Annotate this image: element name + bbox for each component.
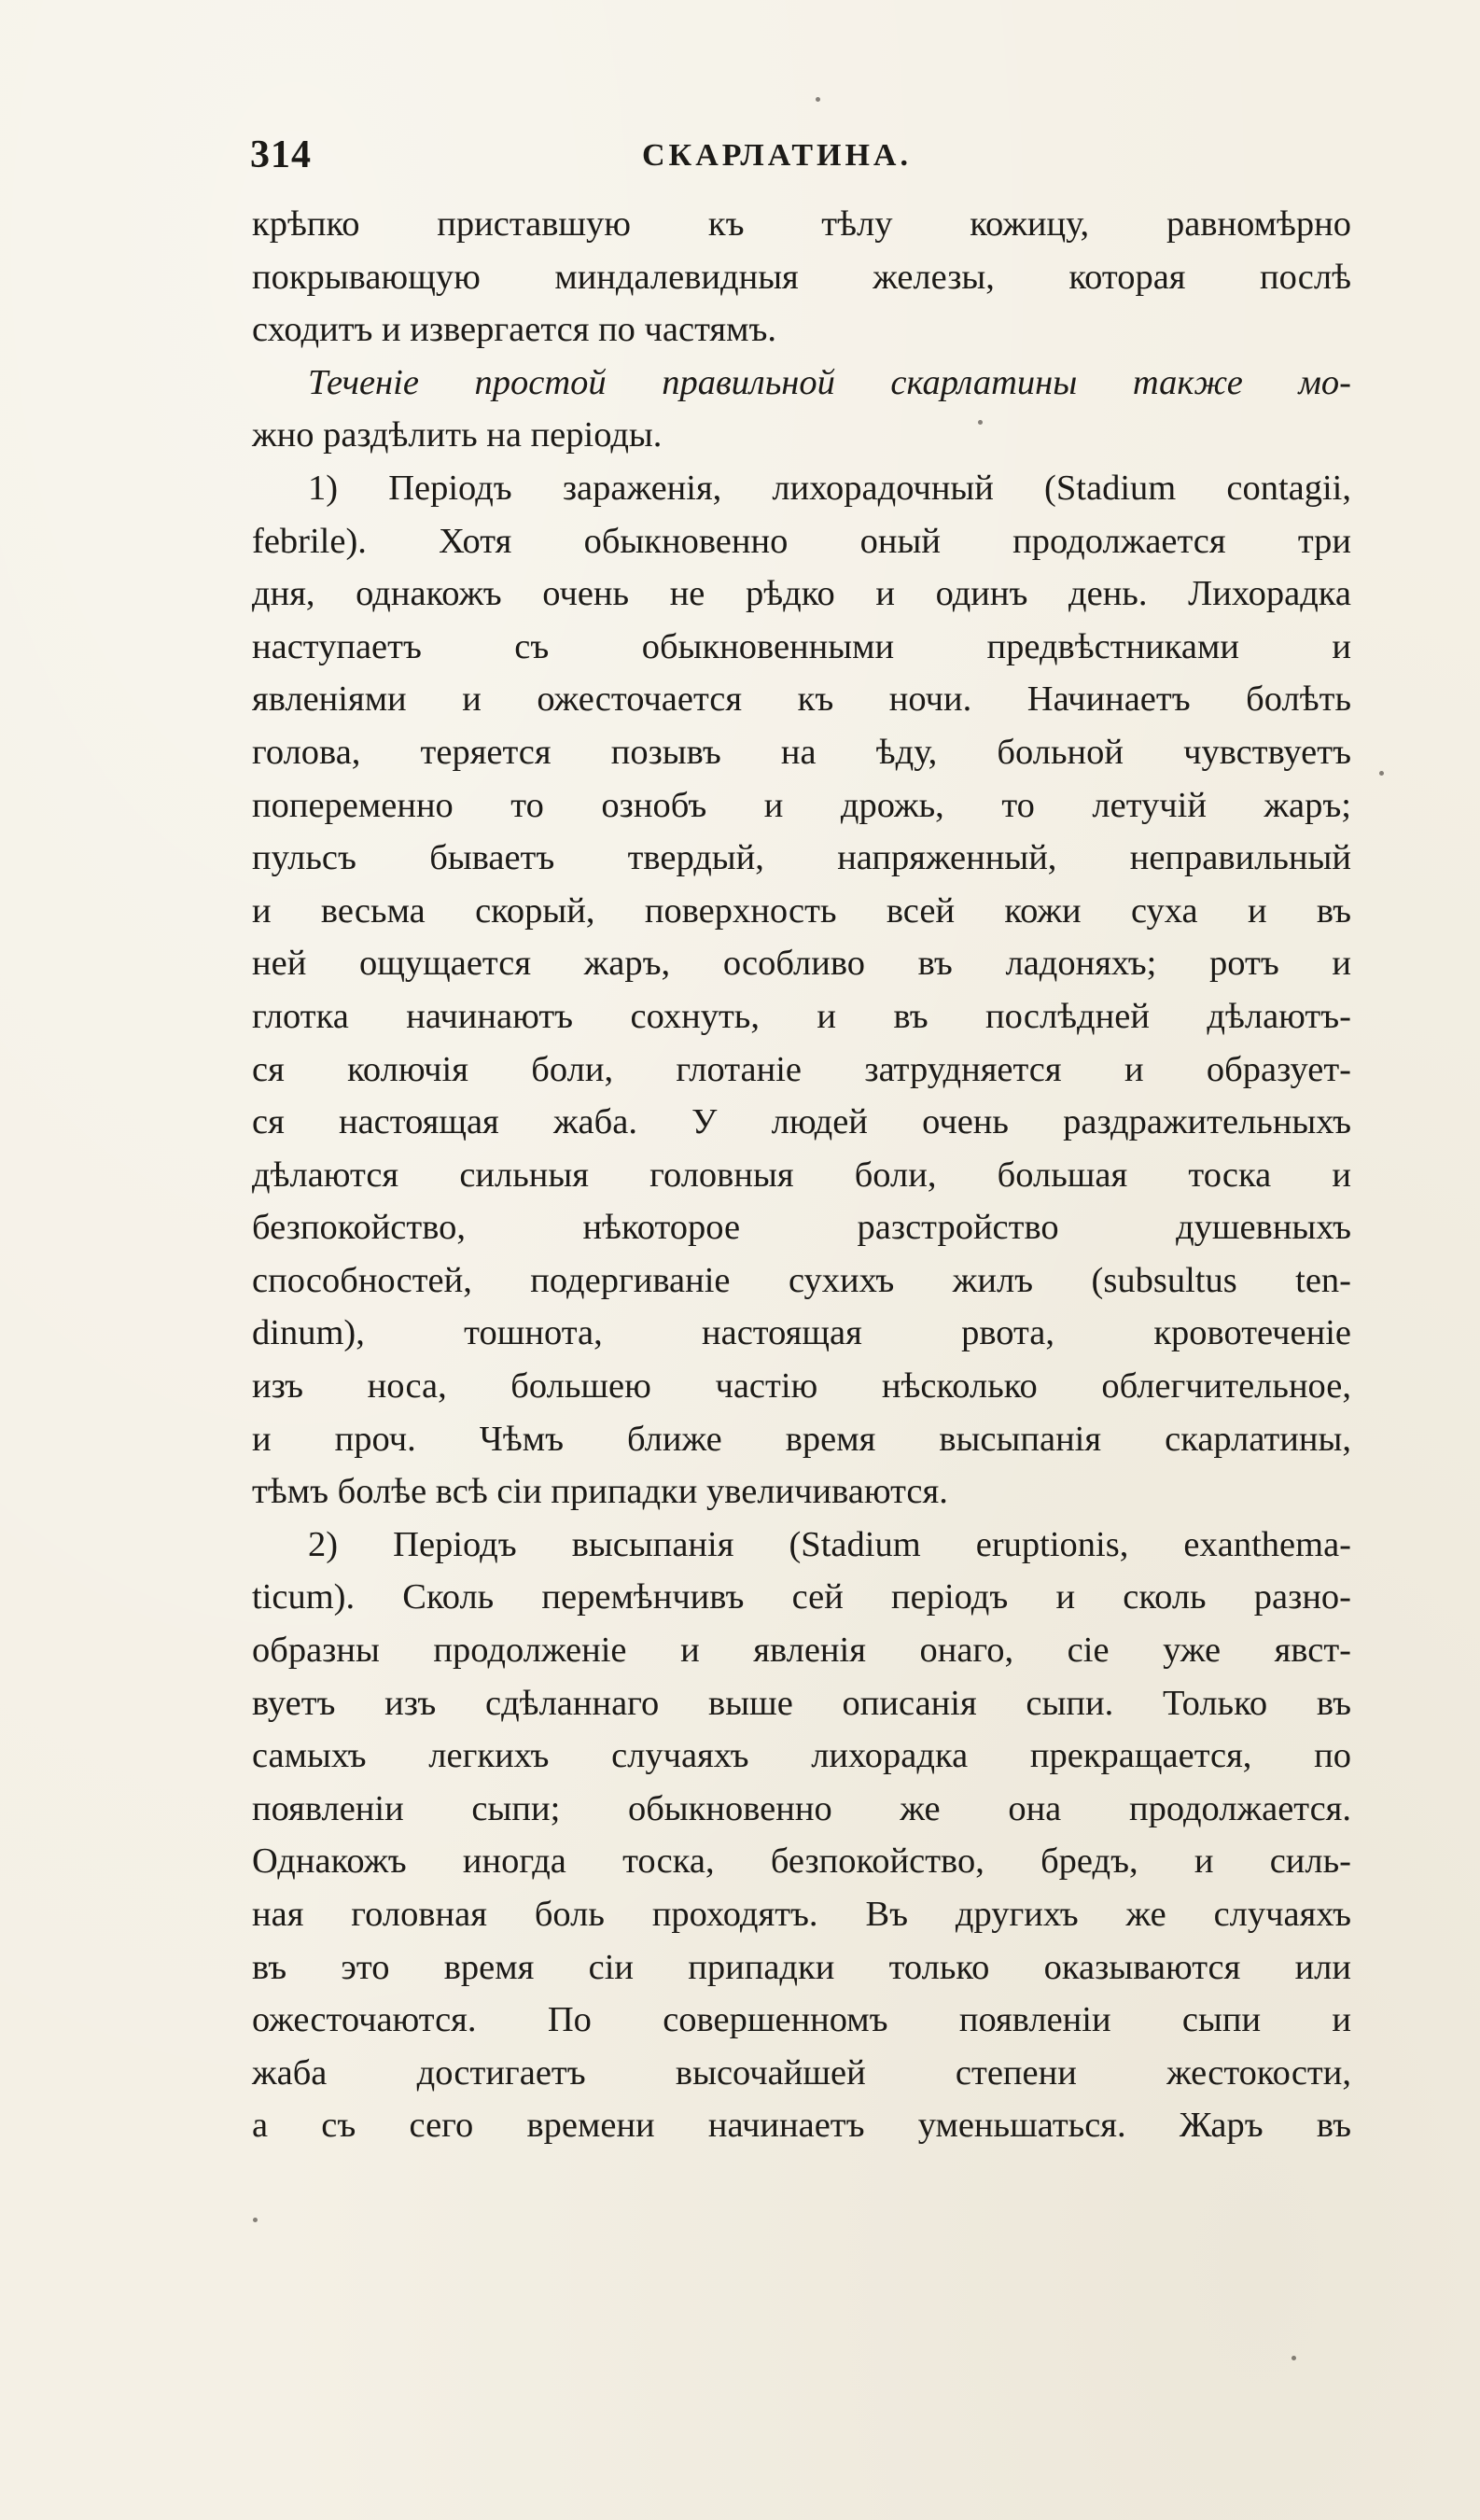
text-line: ся колючія боли, глотаніе затрудняется и образует- [252, 1049, 1351, 1089]
body-text [252, 198, 1351, 2152]
text-line: а съ сего времени начинаетъ уменьшаться. Жаръ въ [252, 2106, 1351, 2146]
text-line: и проч. Чѣмъ ближе время высыпанія скарлатины, [252, 1419, 1351, 1459]
paper-speck [1292, 2356, 1296, 2360]
text-line: сходитъ и извергается по частямъ. [252, 310, 777, 350]
paper-speck [253, 2218, 258, 2222]
text-line: пульсъ бываетъ твердый, напряженный, неправильный [252, 838, 1351, 878]
page-number: 314 [250, 133, 312, 176]
text-line: безпокойство, нѣкоторое разстройство душевныхъ [252, 1208, 1351, 1248]
paper-speck [978, 420, 983, 425]
text-line: dinum), тошнота, настоящая рвота, кровотеченіе [252, 1313, 1351, 1353]
text-line: въ это время сіи припадки только оказываются или [252, 1947, 1351, 1987]
text-line: и весьма скорый, поверхность всей кожи суха и въ [252, 890, 1351, 931]
text-line: вуетъ изъ сдѣланнаго выше описанія сыпи. Только въ [252, 1683, 1351, 1723]
text-line: ная головная боль проходятъ. Въ другихъ же случаяхъ [252, 1895, 1351, 1934]
text-line: 1) Періодъ зараженія, лихорадочный (Stadium contagii, [308, 468, 1351, 508]
running-head [250, 133, 945, 177]
text-line: глотка начинаютъ сохнуть, и въ послѣдней дѣлаютъ- [252, 996, 1351, 1036]
text-line: появленіи сыпи; обыкновенно же она продолжается. [252, 1788, 1351, 1828]
text-line: самыхъ легкихъ случаяхъ лихорадка прекращается, по [252, 1736, 1351, 1776]
text-line: жно раздѣлить на періоды. [252, 415, 663, 455]
paper-speck [1379, 771, 1384, 776]
text-line: явленіями и ожесточается къ ночи. Начинаетъ болѣть [252, 679, 1351, 720]
text-line: жаба достигаетъ высочайшей степени жестокости, [252, 2052, 1351, 2093]
running-title: СКАРЛАТИНА. [642, 138, 912, 173]
text-line: наступаетъ съ обыкновенными предвѣстниками и [252, 626, 1351, 666]
text-line: Однакожъ иногда тоска, безпокойство, бредъ, и силь- [252, 1841, 1351, 1882]
text-line: ся настоящая жаба. У людей очень раздражительныхъ [252, 1102, 1351, 1142]
text-line: 2) Періодъ высыпанія (Stadium eruptionis, exanthema- [308, 1524, 1351, 1564]
text-line: febrile). Хотя обыкновенно оный продолжается три [252, 521, 1351, 561]
text-line: Теченіе простой правильной скарлатины также мо- [308, 362, 1351, 402]
text-line: ней ощущается жаръ, особливо въ ладоняхъ; ротъ и [252, 944, 1351, 984]
text-line: дня, однакожъ очень не рѣдко и одинъ день. Лихорадка [252, 574, 1351, 614]
text-line: ticum). Сколь перемѣнчивъ сей періодъ и сколь разно- [252, 1577, 1351, 1617]
text-line: голова, теряется позывъ на ѣду, больной чувствуетъ [252, 732, 1351, 772]
text-line: дѣлаются сильныя головныя боли, большая тоска и [252, 1155, 1351, 1195]
text-line: образны продолженіе и явленія онаго, сіе уже явст- [252, 1631, 1351, 1671]
text-line: способностей, подергиваніе сухихъ жилъ (subsultus ten- [252, 1260, 1351, 1300]
text-line: тѣмъ болѣе всѣ сіи припадки увеличиваются. [252, 1472, 948, 1512]
paper-speck [816, 97, 820, 102]
text-line: ожесточаются. По совершенномъ появленіи сыпи и [252, 2000, 1351, 2040]
text-line: попеременно то ознобъ и дрожь, то летучій жаръ; [252, 785, 1351, 825]
text-line: крѣпко приставшую къ тѣлу кожицу, равномѣрно [252, 204, 1351, 244]
text-line: покрывающую миндалевидныя железы, которая послѣ [252, 257, 1351, 297]
text-line: изъ носа, большею частію нѣсколько облегчительное, [252, 1366, 1351, 1407]
